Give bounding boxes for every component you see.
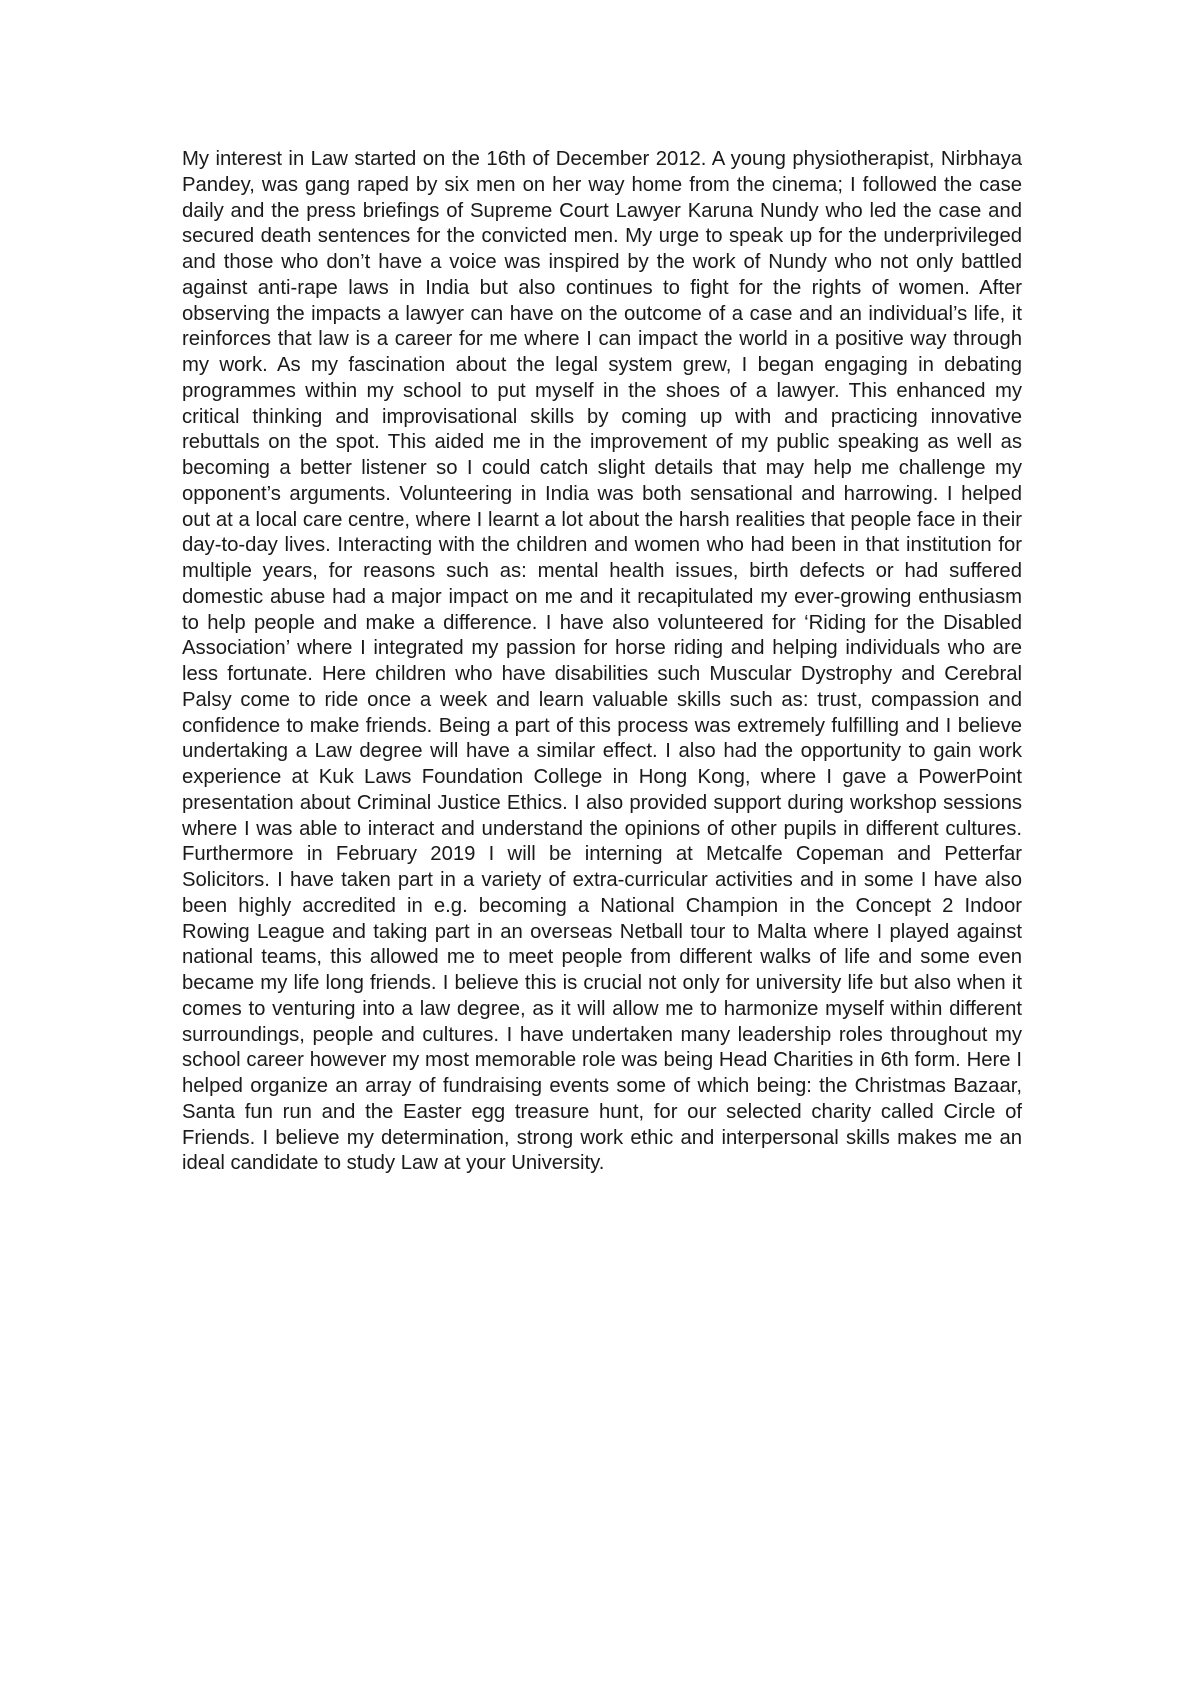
personal-statement-paragraph: My interest in Law started on the 16th of December 2012. A young physiotherapist, Nirbhaya Pandey, was gang raped by six men on her way home from the cinema; I followed the case daily and the press briefings of Supreme Court Lawyer Karuna Nundy who led the case and secured death sentences for the convicted men. My urge to speak up for the underprivileged and those who don’t have a voice was inspired by the work of Nundy who not only battled against anti-rape laws in India but also continues to fight for the rights of women. After observing the impacts a lawyer can have on the outcome of a case and an individual’s life, it reinforces that law is a career for me where I can impact the world in a positive way through my work. As my fascination about the legal system grew, I began engaging in debating programmes within my school to put myself in the shoes of a lawyer. This enhanced my critical thinking and improvisational skills by coming up with and practicing innovative rebuttals on the spot. This aided me in the improvement of my public speaking as well as becoming a better listener so I could catch slight details that may help me challenge my opponent’s arguments. Volunteering in India was both sensational and harrowing. I helped out at a local care centre, where I learnt a lot about the harsh realities that people face in their day-to-day lives. Interacting with the children and women who had been in that institution for multiple years, for reasons such as: mental health issues, birth defects or had suffered domestic abuse had a major impact on me and it recapitulated my ever-growing enthusiasm to help people and make a difference. I have also volunteered for ‘Riding for the Disabled Association’ where I integrated my passion for horse riding and helping individuals who are less fortunate. Here children who have disabilities such Muscular Dystrophy and Cerebral Palsy come to ride once a week and learn valuable skills such as: trust, compassion and confidence to make friends. Being a part of this process was extremely fulfilling and I believe undertaking a Law degree will have a similar effect. I also had the opportunity to gain work experience at Kuk Laws Foundation College in Hong Kong, where I gave a PowerPoint presentation about Criminal Justice Ethics. I also provided support during workshop sessions where I was able to interact and understand the opinions of other pupils in different cultures. Furthermore in February 2019 I will be interning at Metcalfe Copeman and Petterfar Solicitors. I have taken part in a variety of extra-curricular activities and in some I have also been highly accredited in e.g. becoming a National Champion in the Concept 2 Indoor Rowing League and taking part in an overseas Netball tour to Malta where I played against national teams, this allowed me to meet people from different walks of life and some even became my life long friends. I believe this is crucial not only for university life but also when it comes to venturing into a law degree, as it will allow me to harmonize myself within different surroundings, people and cultures. I have undertaken many leadership roles throughout my school career however my most memorable role was being Head Charities in 6th form. Here I helped organize an array of fundraising events some of which being: the Christmas Bazaar, Santa fun run and the Easter egg treasure hunt, for our selected charity called Circle of Friends. I believe my determination, strong work ethic and interpersonal skills makes me an ideal candidate to study Law at your University. (182, 148, 1022, 1175)
